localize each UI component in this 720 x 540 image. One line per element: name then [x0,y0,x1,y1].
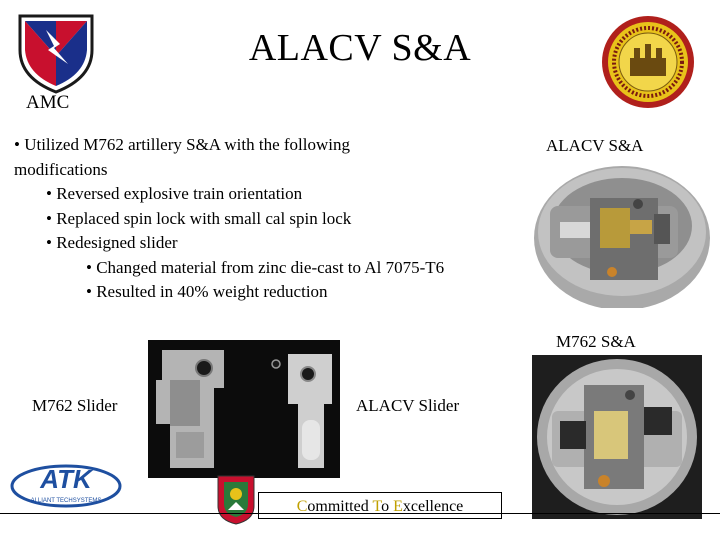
alacv-sa-photo [530,160,710,308]
slogan-initial: E [393,498,403,515]
slide-title: ALACV S&A [248,27,472,69]
bullet-item: • Redesigned slider [46,233,178,252]
caption-m762-slider: M762 Slider [32,396,118,415]
bullet-item: • Resulted in 40% weight reduction [86,282,328,301]
caption-alacv-sa: ALACV S&A [546,136,644,155]
footer-slogan [258,492,502,519]
amc-label: AMC [26,92,70,113]
bullet-item: • Utilized M762 artillery S&A with the following [14,135,350,154]
slogan-text: xcellence [402,498,464,515]
slogan-initial: T [372,498,382,515]
caption-alacv-slider: ALACV Slider [356,396,460,415]
bullet-list [14,133,534,305]
unit-emblem [216,474,256,526]
atk-logo [10,458,122,510]
slogan-initial: C [296,498,308,515]
caption-m762-sa: M762 S&A [556,332,636,351]
bullet-item: • Changed material from zinc die-cast to Al 7075-T6 [86,257,445,277]
slogan-text: o [381,498,394,515]
bullet-item: • Reversed explosive train orientation [46,184,303,203]
slogan-text: ommitted [307,498,373,515]
bullet-item: modifications [14,159,108,179]
bullet-item: • Replaced spin lock with small cal spin lock [46,208,352,228]
atk-logo-text: ATK [40,464,92,494]
m762-sa-photo [532,355,702,519]
seal-logo [600,14,696,110]
slider-photo [148,340,340,478]
atk-logo-subtitle: ALLIANT TECHSYSTEMS [30,498,102,504]
